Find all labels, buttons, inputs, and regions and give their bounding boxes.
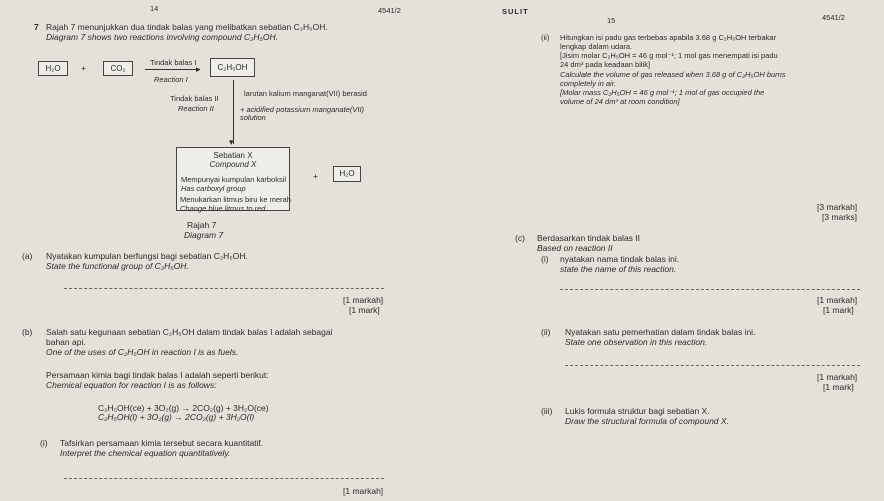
part-b-ii-marks-english: [3 marks] [822, 212, 857, 222]
part-b-ii-malay-2: lengkap dalam udara. [560, 42, 633, 51]
diagram-caption-malay: Rajah 7 [187, 220, 217, 230]
reaction-1-arrow [145, 69, 200, 70]
part-b-ii-english-4: volume of 24 dm³ at room condition] [560, 97, 680, 106]
paper-code-left: 4541/2 [378, 6, 401, 15]
part-b-ii-english-3: [Molar mass C₂H₅OH = 46 g mol⁻¹; 1 mol of gas occupied the [560, 88, 765, 97]
diagram-caption-english: Diagram 7 [184, 230, 224, 240]
part-b-i-label: (i) [40, 438, 48, 448]
part-c-i-label: (i) [541, 254, 549, 264]
reaction-1-arrowhead-icon: ▸ [196, 64, 201, 74]
plus-sign-2: + [313, 171, 318, 181]
part-c-iii-question-english: Draw the structural formula of compound X. [565, 416, 729, 426]
product-water-box: H₂O [333, 166, 361, 182]
intro-malay: Rajah 7 menunjukkan dua tindak balas yang melibatkan sebatian C₂H₅OH. [46, 22, 328, 32]
part-c-i-answer-line[interactable] [560, 289, 860, 290]
equation-intro-english: Chemical equation for reaction I is as follows: [46, 380, 217, 390]
reaction-1-label-malay: Tindak balas I [150, 58, 197, 67]
part-a-label: (a) [22, 251, 33, 261]
question-number: 7 [34, 22, 39, 32]
part-c-ii-label: (ii) [541, 327, 551, 337]
part-c-intro-malay: Berdasarkan tindak balas II [537, 233, 641, 243]
part-b-ii-english-1: Calculate the volume of gas released when 3.68 g of C₂H₅OH burns [560, 70, 786, 79]
ethanol-box: C₂H₅OH [210, 58, 255, 77]
reaction-2-label-english: Reaction II [178, 104, 214, 113]
part-b-text-malay-2: bahan api. [46, 337, 86, 347]
chemical-equation-english: C₂H₅OH(l) + 3O₂(g) → 2CO₂(g) + 3H₂O(l) [98, 412, 255, 422]
part-b-ii-marks-malay: [3 markah] [817, 202, 858, 212]
part-c-i-marks-english: [1 mark] [823, 305, 854, 315]
reagent-malay: larutan kalium manganat(VII) berasid [244, 89, 367, 98]
part-b-label: (b) [22, 327, 33, 337]
part-c-i-marks-malay: [1 markah] [817, 295, 858, 305]
part-c-i-question-malay: nyatakan nama tindak balas ini. [560, 254, 680, 264]
part-c-intro-english: Based on reaction II [537, 243, 613, 253]
page-number-right: 15 [607, 16, 616, 25]
carboxyl-group-malay: Mempunyai kumpulan karboksil [181, 175, 287, 184]
part-c-ii-question-malay: Nyatakan satu pemerhatian dalam tindak balas ini. [565, 327, 756, 337]
reaction-2-label-malay: Tindak balas II [170, 94, 219, 103]
litmus-english: Change blue litmus to red [180, 204, 266, 213]
intro-english: Diagram 7 shows two reactions involving compound C₂H₅OH. [46, 32, 279, 42]
part-b-ii-malay-3: [Jisim molar C₂H₅OH = 46 g mol⁻¹; 1 mol gas menempati isi padu [560, 51, 778, 60]
part-c-ii-question-english: State one observation in this reaction. [565, 337, 708, 347]
part-a-question-english: State the functional group of C₂H₅OH. [46, 261, 189, 271]
part-b-i-question-english: Interpret the chemical equation quantitatively. [60, 448, 231, 458]
litmus-malay: Menukarkan litmus biru ke merah [180, 195, 291, 204]
reaction-2-arrowhead-icon: ▾ [229, 137, 234, 147]
part-b-ii-malay-4: 24 dm³ pada keadaan bilik] [560, 60, 651, 69]
reaction-2-arrow [233, 80, 234, 144]
part-c-ii-marks-malay: [1 markah] [817, 372, 858, 382]
paper-code-right: 4541/2 [822, 13, 845, 22]
part-b-text-malay-1: Salah satu kegunaan sebatian C₂H₅OH dalam tindak balas I adalah sebagai [46, 327, 333, 337]
part-b-i-answer-line[interactable] [64, 478, 384, 479]
part-a-marks-english: [1 mark] [349, 305, 380, 315]
part-c-ii-marks-english: [1 mark] [823, 382, 854, 392]
compound-x-title-english: Compound X [209, 160, 257, 169]
reactant-water-box: H₂O [38, 61, 68, 76]
part-a-question-malay: Nyatakan kumpulan berfungsi bagi sebatian C₂H₅OH. [46, 251, 248, 261]
part-b-i-marks: [1 markah] [343, 486, 384, 496]
part-a-marks-malay: [1 markah] [343, 295, 384, 305]
confidential-label: SULIT [502, 7, 529, 16]
part-c-label: (c) [515, 233, 525, 243]
reaction-1-label-english: Reaction I [154, 75, 188, 84]
chemical-equation-malay: C₂H₅OH(ce) + 3O₂(g) → 2CO₂(g) + 3H₂O(ce) [98, 403, 269, 413]
reagent-english: + acidified potassium manganate(VII) solution [240, 105, 365, 122]
part-a-answer-line[interactable] [64, 288, 384, 289]
part-c-iii-label: (iii) [541, 406, 553, 416]
reactant-co2-box: CO₂ [103, 61, 133, 76]
part-b-ii-english-2: completely in air. [560, 79, 616, 88]
part-c-iii-question-malay: Lukis formula struktur bagi sebatian X. [565, 406, 710, 416]
carboxyl-group-english: Has carboxyl group [181, 184, 246, 193]
part-c-ii-answer-line[interactable] [565, 365, 860, 366]
part-b-i-question-malay: Tafsirkan persamaan kimia tersebut secara kuantitatif. [60, 438, 264, 448]
page-number-left: 14 [150, 4, 159, 13]
part-b-ii-label: (ii) [541, 33, 550, 42]
compound-x-title-malay: Sebatian X [213, 151, 253, 160]
part-b-ii-malay-1: Hitungkan isi padu gas terbebas apabila 3.68 g C₂H₅OH terbakar [560, 33, 777, 42]
part-c-i-question-english: state the name of this reaction. [560, 264, 677, 274]
part-b-text-english: One of the uses of C₂H₅OH in reaction I is as fuels. [46, 347, 239, 357]
equation-intro-malay: Persamaan kimia bagi tindak balas I adalah seperti berikut: [46, 370, 269, 380]
plus-sign-1: + [81, 63, 86, 73]
